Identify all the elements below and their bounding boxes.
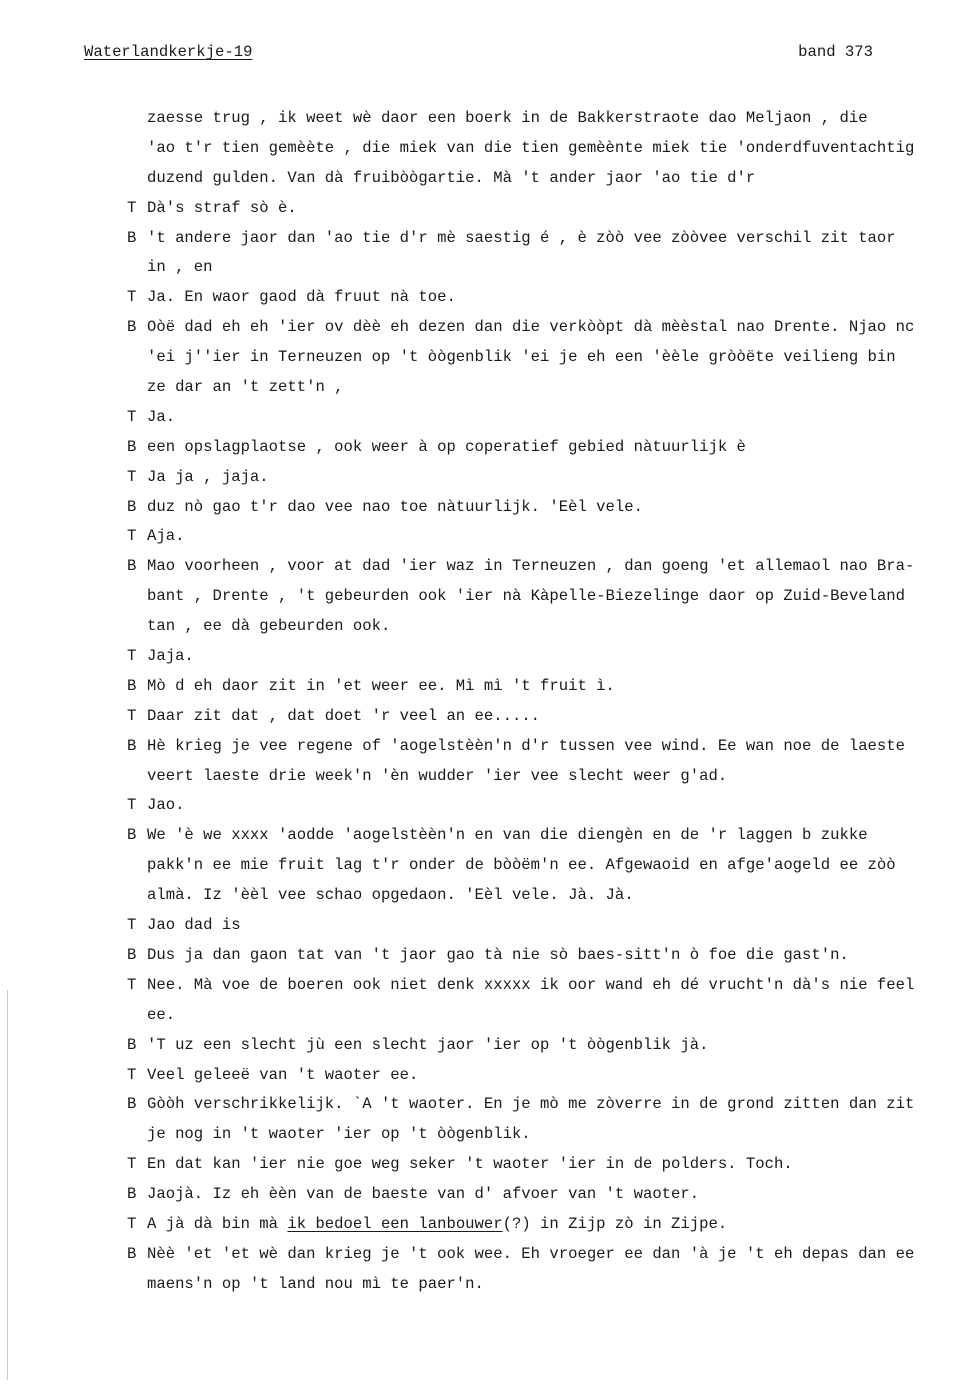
transcript-line	[127, 791, 973, 821]
transcript-line	[127, 1180, 973, 1210]
transcript-line	[127, 1001, 973, 1031]
speaker-label: T	[127, 706, 137, 725]
line-text: duz nò gao t'r dao vee nao toe nàtuurlijk. 'Eèl vele.	[147, 497, 643, 516]
line-text: je nog in 't waoter 'ier op 't òògenblik.	[147, 1125, 531, 1144]
transcript-line	[127, 552, 973, 582]
speaker-label: T	[127, 1214, 137, 1233]
line-text: Dà's straf sò è.	[147, 198, 297, 217]
underlined-text: ik bedoel een lanbouwer	[287, 1214, 503, 1233]
speaker-label: T	[127, 407, 137, 426]
transcript-line	[127, 1061, 973, 1091]
line-text: almà. Iz 'èèl vee schao opgedaon. 'Eèl vele. Jà. Jà.	[147, 886, 634, 905]
speaker-label: B	[127, 826, 137, 845]
transcript-line	[127, 762, 973, 792]
transcript-line	[127, 253, 973, 283]
transcript-line	[127, 373, 973, 403]
line-text: 'T uz een slecht jù een slecht jaor 'ier op 't òògenblik jà.	[147, 1035, 709, 1054]
transcript-line	[127, 821, 973, 851]
transcript-line	[127, 582, 973, 612]
transcript-line	[127, 134, 973, 164]
transcript-line	[127, 1150, 973, 1180]
line-text: Nèè 'et 'et wè dan krieg je 't ook wee. Eh vroeger ee dan 'à je 't eh depas dan ee	[147, 1244, 915, 1263]
line-text: Gòòh verschrikkelijk. `A 't waoter. En je mò me zòverre in de grond zitten dan zit	[147, 1095, 915, 1114]
speaker-label: T	[127, 198, 137, 217]
speaker-label: T	[127, 916, 137, 935]
transcript-line	[127, 1270, 973, 1300]
line-text: En dat kan 'ier nie goe weg seker 't waoter 'ier in de polders. Toch.	[147, 1155, 793, 1174]
line-text: A jà dà bin mà	[147, 1214, 288, 1233]
page-header	[84, 43, 873, 67]
transcript-line	[127, 642, 973, 672]
transcript-line	[127, 941, 973, 971]
speaker-label: T	[127, 796, 137, 815]
line-text: Daar zit dat , dat doet 'r veel an ee.....	[147, 706, 541, 725]
transcript-line	[127, 403, 973, 433]
line-text: bant , Drente , 't gebeurden ook 'ier nà Kàpelle-Biezelinge daor op Zuid-Beveland	[147, 587, 905, 606]
transcript-line	[127, 612, 973, 642]
speaker-label: T	[127, 467, 137, 486]
transcript-line	[127, 104, 973, 134]
transcript-line	[127, 343, 973, 373]
transcript-line	[127, 971, 973, 1001]
line-text: Jaja.	[147, 647, 194, 666]
line-text: Ja. En waor gaod dà fruut nà toe.	[147, 288, 456, 307]
speaker-label: B	[127, 437, 137, 456]
line-text-continued: (?) in Zijp zò in Zijpe.	[502, 1214, 728, 1233]
transcript-line	[127, 433, 973, 463]
line-text: ze dar an 't zett'n ,	[147, 378, 344, 397]
transcript-line	[127, 1120, 973, 1150]
speaker-label: B	[127, 557, 137, 576]
line-text: duzend gulden. Van dà fruibòògartie. Mà 't ander jaor 'ao tie d'r	[147, 168, 756, 187]
line-text: 'ei j''ier in Terneuzen op 't òògenblik 'ei je eh een 'èèle gròòëte veilieng bin	[147, 348, 896, 367]
margin-rule	[7, 990, 8, 1380]
line-text: in , en	[147, 258, 213, 277]
transcript-line	[127, 702, 973, 732]
line-text: Jaojà. Iz eh èèn van de baeste van d' afvoer van 't waoter.	[147, 1185, 700, 1204]
speaker-label: B	[127, 1035, 137, 1054]
line-text: 't andere jaor dan 'ao tie d'r mè saestig é , è zòò vee zòòvee verschil zit taor	[147, 228, 896, 247]
transcript-line	[127, 732, 973, 762]
speaker-label: T	[127, 647, 137, 666]
line-text: maens'n op 't land nou mì te paer'n.	[147, 1274, 484, 1293]
speaker-label: B	[127, 1095, 137, 1114]
speaker-label: T	[127, 975, 137, 994]
transcript-line	[127, 672, 973, 702]
line-text: Mao voorheen , voor at dad 'ier waz in Terneuzen , dan goeng 'et allemaol nao Bra-	[147, 557, 915, 576]
line-text: Aja.	[147, 527, 185, 546]
line-text: Veel geleeë van 't waoter ee.	[147, 1065, 419, 1084]
line-text: ee.	[147, 1005, 176, 1024]
speaker-label: B	[127, 676, 137, 695]
line-text: pakk'n ee mie fruit lag t'r onder de bòòëm'n ee. Afgewaoid en afge'aogeld ee zòò	[147, 856, 896, 875]
line-text: 'ao t'r tien gemèète , die miek van die tien gemèènte miek tie 'onderdfuventachtig	[147, 138, 915, 157]
line-text: Jao.	[147, 796, 185, 815]
line-text: Nee. Mà voe de boeren ook niet denk xxxxx ik oor wand eh dé vrucht'n dà's nie feel	[147, 975, 915, 994]
line-text: Oòë dad eh eh 'ier ov dèè eh dezen dan die verkòòpt dà mèèstal nao Drente. Njao nc	[147, 318, 915, 337]
transcript	[127, 104, 973, 1300]
line-text: Dus ja dan gaon tat van 't jaor gao tà nie sò baes-sitt'n ò foe die gast'n.	[147, 945, 849, 964]
speaker-label: B	[127, 945, 137, 964]
line-text: veert laeste drie week'n 'èn wudder 'ier vee slecht weer g'ad.	[147, 766, 728, 785]
transcript-line	[127, 283, 973, 313]
transcript-line	[127, 164, 973, 194]
line-text: zaesse trug , ik weet wè daor een boerk in de Bakkerstraote dao Meljaon , die	[147, 109, 868, 127]
transcript-line	[127, 463, 973, 493]
tape-number: band 373	[798, 43, 873, 61]
transcript-line	[127, 1090, 973, 1120]
line-text: Hè krieg je vee regene of 'aogelstèèn'n d'r tussen vee wind. Ee wan noe de laeste	[147, 736, 905, 755]
document-title: Waterlandkerkje-19	[84, 43, 253, 61]
speaker-label: B	[127, 736, 137, 755]
transcript-line	[127, 313, 973, 343]
speaker-label: T	[127, 1065, 137, 1084]
transcript-line	[127, 1240, 973, 1270]
transcript-line	[127, 522, 973, 552]
line-text: We 'è we xxxx 'aodde 'aogelstèèn'n en van die diengèn en de 'r laggen b zukke	[147, 826, 868, 845]
transcript-line	[127, 224, 973, 254]
transcript-line	[127, 1031, 973, 1061]
speaker-label: B	[127, 318, 137, 337]
speaker-label: T	[127, 288, 137, 307]
transcript-line	[127, 194, 973, 224]
line-text: Ja ja , jaja.	[147, 467, 269, 486]
transcript-line	[127, 851, 973, 881]
transcript-line	[127, 911, 973, 941]
line-text: een opslagplaotse , ook weer à op coperatief gebied nàtuurlijk è	[147, 437, 746, 456]
speaker-label: B	[127, 1244, 137, 1263]
speaker-label: B	[127, 228, 137, 247]
transcript-line	[127, 881, 973, 911]
line-text: Jao dad is	[147, 916, 241, 935]
speaker-label: T	[127, 1155, 137, 1174]
line-text: Ja.	[147, 407, 176, 426]
line-text: Mò d eh daor zit in 'et weer ee. Mì mì 't fruit ì.	[147, 676, 615, 695]
speaker-label: B	[127, 497, 137, 516]
speaker-label: B	[127, 1185, 137, 1204]
transcript-line	[127, 1210, 973, 1240]
line-text: tan , ee dà gebeurden ook.	[147, 617, 391, 636]
transcript-line	[127, 493, 973, 523]
speaker-label: T	[127, 527, 137, 546]
